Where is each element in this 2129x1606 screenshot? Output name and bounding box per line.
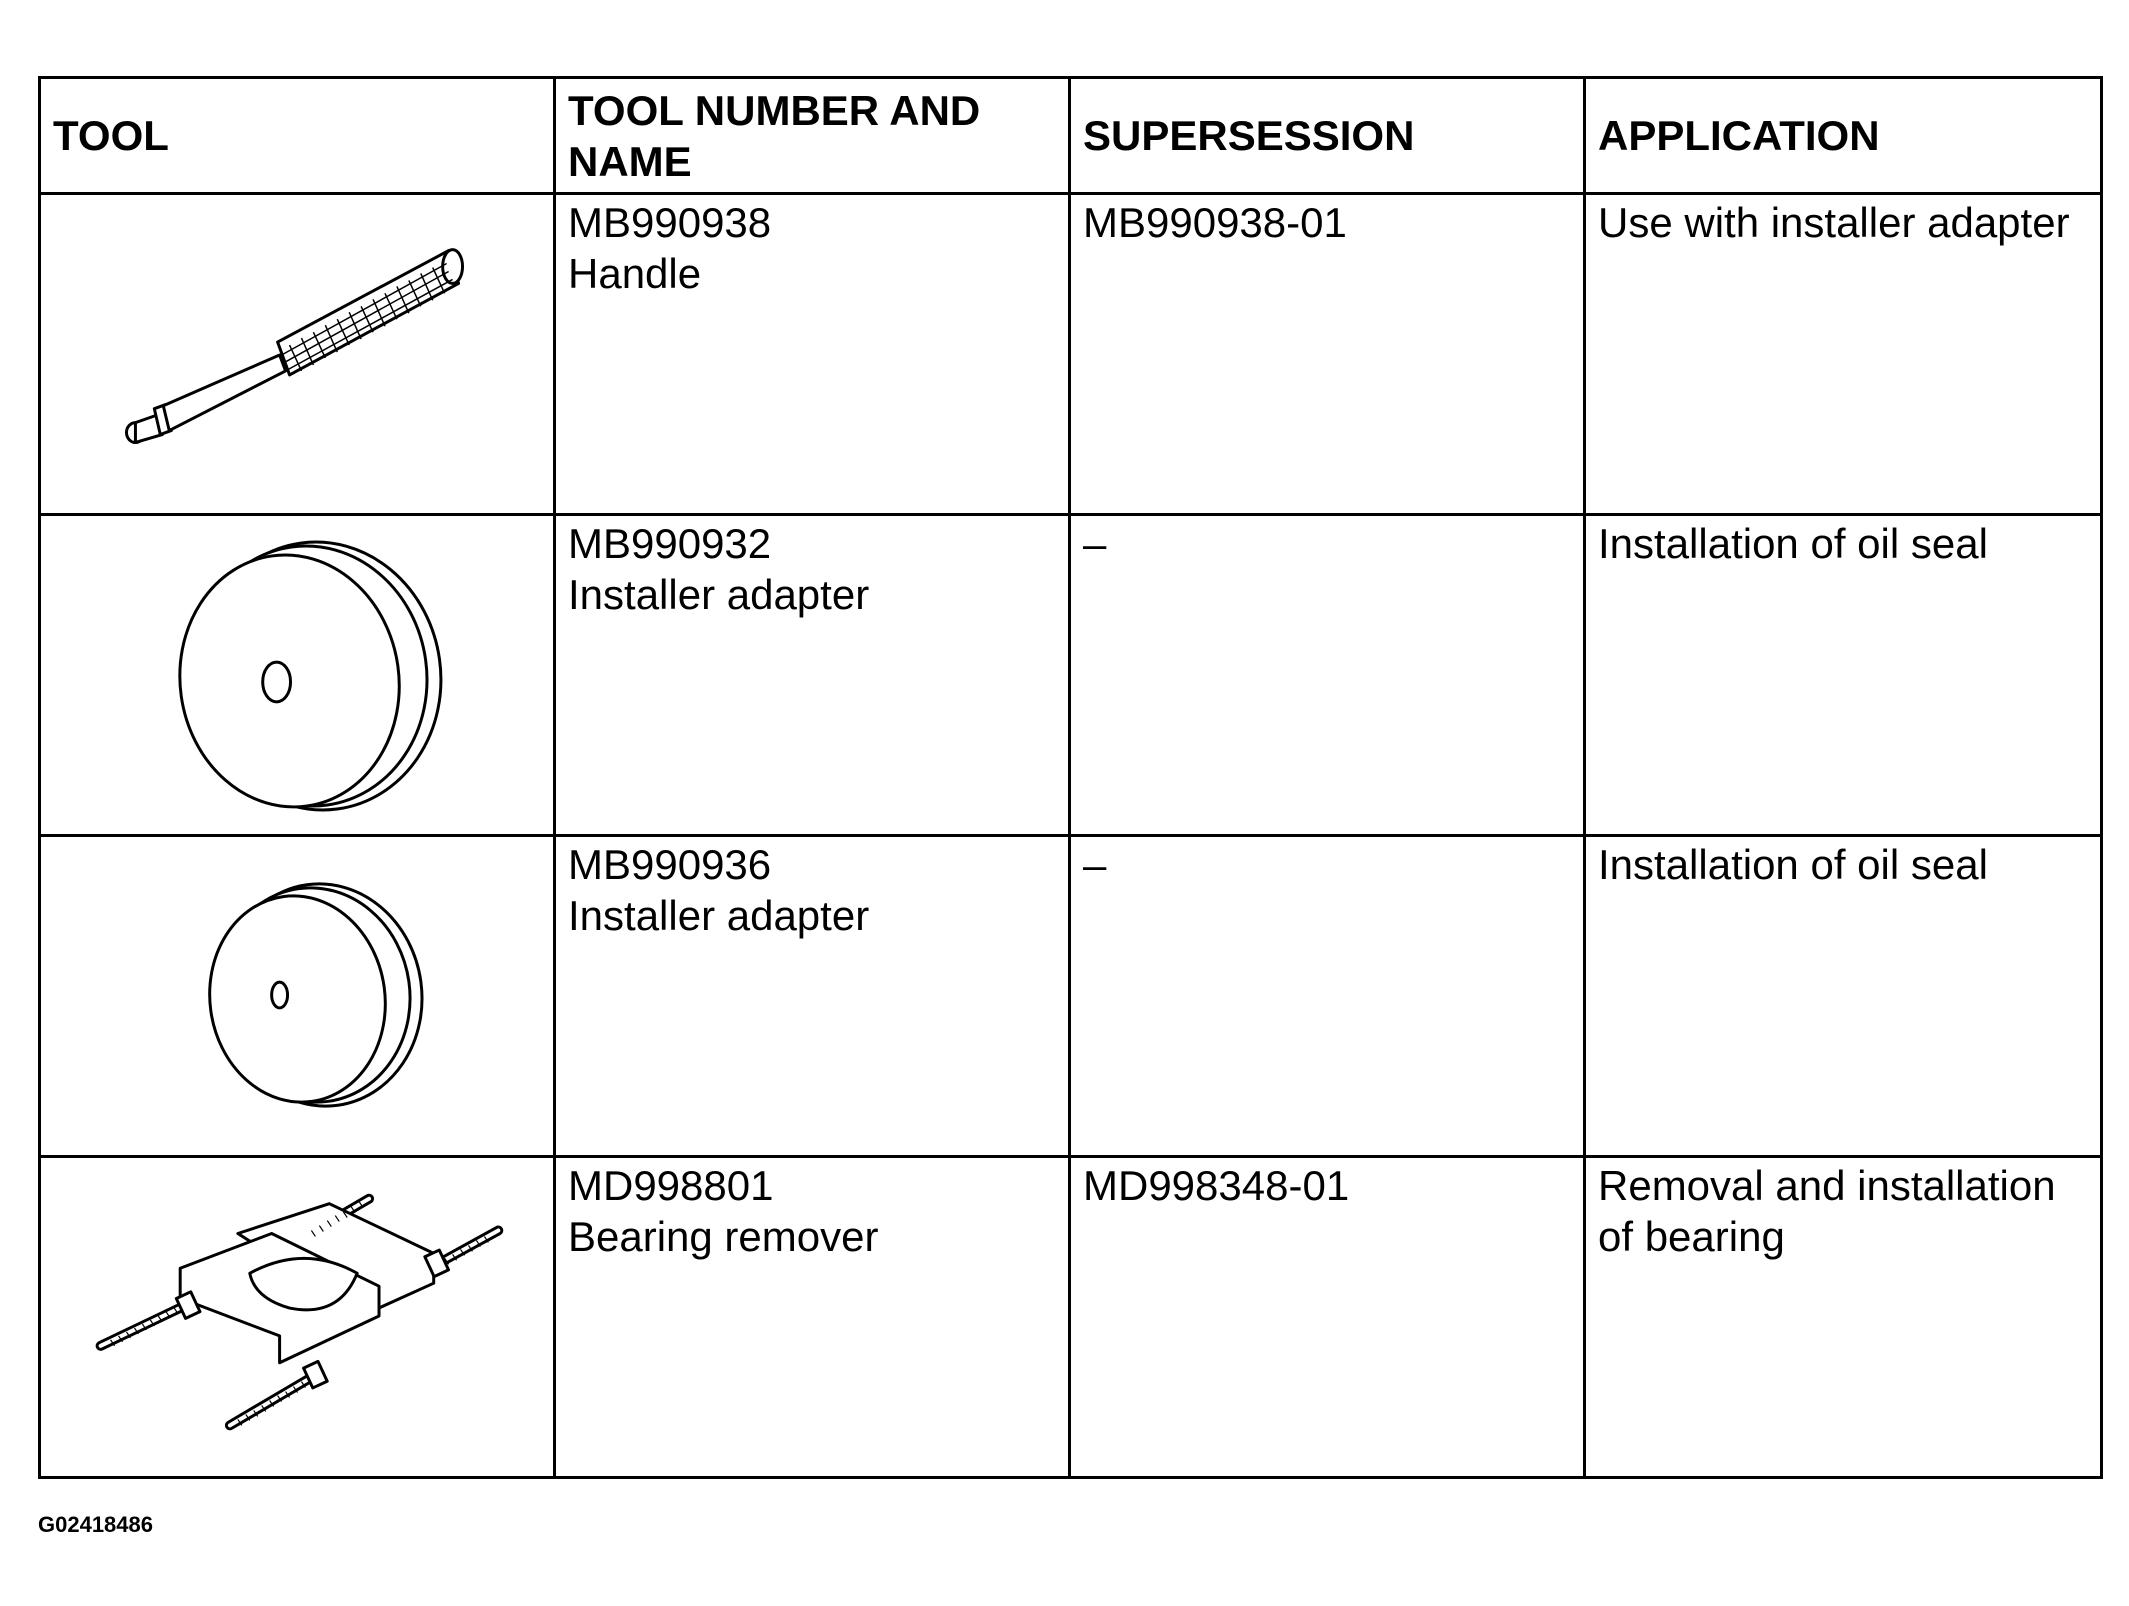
application-value: Use with installer adapter — [1598, 199, 2070, 246]
supersession-value: MB990938-01 — [1083, 199, 1347, 246]
tool-number-and-name-cell — [555, 1157, 1070, 1478]
table-row — [40, 836, 2102, 1157]
installer-adapter-small-drawing — [41, 837, 553, 1155]
header-tool-number-and-name: TOOL NUMBER AND NAME — [555, 78, 1070, 194]
application-cell — [1585, 836, 2102, 1157]
supersession-value: MD998348-01 — [1083, 1162, 1350, 1209]
installer-adapter-illustration — [40, 836, 555, 1157]
tool-number: MB990932 — [568, 520, 772, 567]
handle-drawing — [41, 195, 553, 513]
tool-number-and-name-cell — [555, 836, 1070, 1157]
table-row — [40, 515, 2102, 836]
tool-number-and-name-cell — [555, 194, 1070, 515]
application-value: Installation of oil seal — [1598, 841, 1988, 888]
tool-number: MB990936 — [568, 841, 772, 888]
tool-number-and-name-cell — [555, 515, 1070, 836]
supersession-value: – — [1083, 841, 1107, 888]
table-row — [40, 1157, 2102, 1478]
supersession-value: – — [1083, 520, 1107, 567]
supersession-cell — [1070, 515, 1585, 836]
application-cell — [1585, 515, 2102, 836]
application-cell — [1585, 1157, 2102, 1478]
supersession-cell — [1070, 194, 1585, 515]
header-row — [40, 78, 2102, 194]
header-application: APPLICATION — [1585, 78, 2102, 194]
tool-name: Installer adapter — [568, 892, 870, 939]
special-tools-table — [38, 76, 2103, 1479]
application-cell — [1585, 194, 2102, 515]
tool-name: Installer adapter — [568, 571, 870, 618]
application-value: Removal and installation of bearing — [1598, 1162, 2056, 1260]
installer-adapter-illustration — [40, 515, 555, 836]
tool-number: MB990938 — [568, 199, 772, 246]
tool-name: Handle — [568, 250, 702, 297]
bearing-remover-illustration — [40, 1157, 555, 1478]
supersession-cell — [1070, 1157, 1585, 1478]
supersession-cell — [1070, 836, 1585, 1157]
handle-illustration — [40, 194, 555, 515]
figure-id: G02418486 — [38, 1512, 153, 1537]
tool-number: MD998801 — [568, 1162, 774, 1209]
header-supersession: SUPERSESSION — [1070, 78, 1585, 194]
installer-adapter-large-drawing — [41, 516, 553, 834]
application-value: Installation of oil seal — [1598, 520, 1988, 567]
header-tool: TOOL — [40, 78, 555, 194]
tool-name: Bearing remover — [568, 1213, 879, 1260]
bearing-remover-drawing — [41, 1158, 553, 1476]
table-row — [40, 194, 2102, 515]
